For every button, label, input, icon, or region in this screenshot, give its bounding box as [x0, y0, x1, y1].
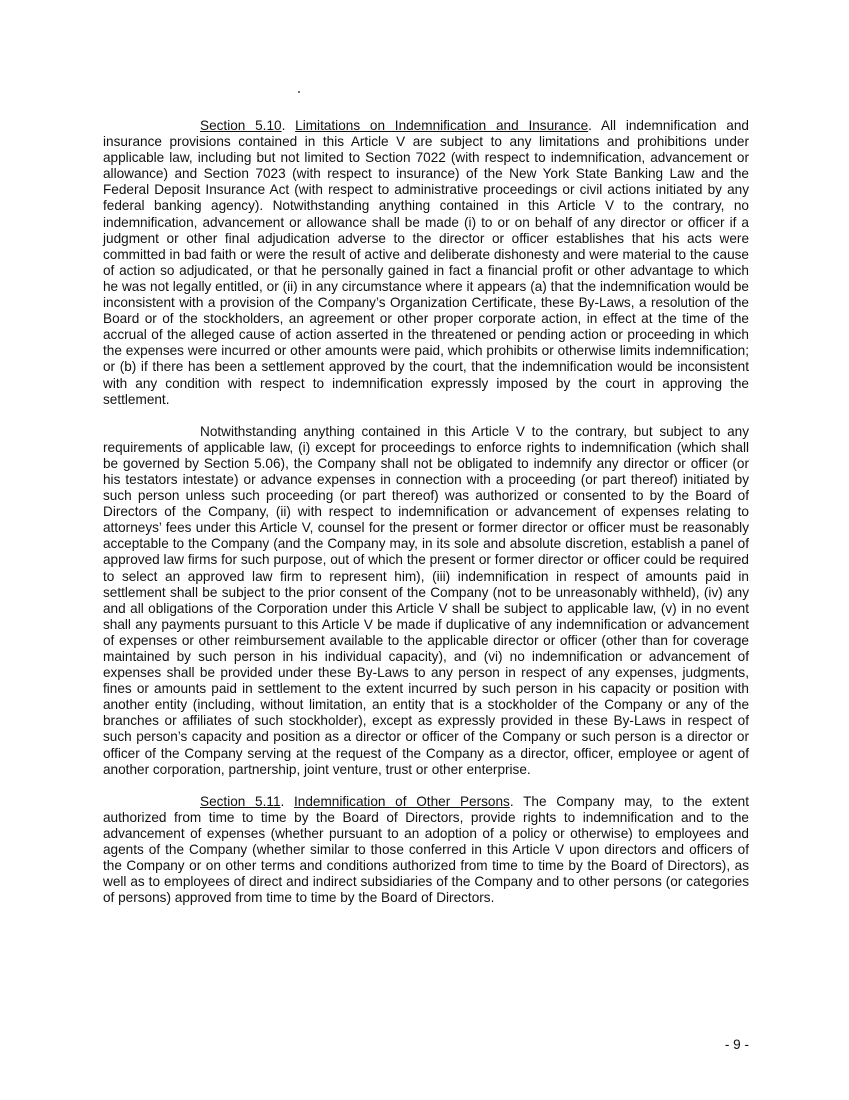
section-5-10-title: Limitations on Indemnification and Insurance: [295, 118, 589, 133]
section-5-10-text: All indemnification and insurance provisions contained in this Article V are subject to any limitations and prohibitions under applicable law, including but not limited to Section 7022 (with respect to indemnification, advancement or allowance) and Section 7023 (with respect to insurance) of the New York State Banking Law and the Federal Deposit Insurance Act (with respect to administrative proceedings or civil actions initiated by any federal banking agency). Notwithstanding anything contained in this Article V to the contrary, no indemnification, advancement or allowance shall be made (i) to or on behalf of any director or officer if a judgment or other final adjudication adverse to the director or officer establishes that his acts were committed in bad faith or were the result of active and deliberate dishonesty and were material to the cause of action so adjudicated, or that he personally gained in fact a financial profit or other advantage to which he was not legally entitled, or (ii) in any circumstance where it appears (a) that the indemnification would be inconsistent with a provision of the Company’s Organization Certificate, these By-Laws, a resolution of the Board or of the stockholders, an agreement or other proper corporate action, in effect at the time of the accrual of the alleged cause of action asserted in the threatened or pending action or proceeding in which the expenses were incurred or other amounts were paid, which prohibits or otherwise limits indemnification; or (b) if there has been a settlement approved by the court, that the indemnification would be inconsistent with any condition with respect to indemnification expressly imposed by the court in approving the settlement.: [103, 118, 749, 407]
section-5-11-paragraph: Section 5.11. Indemnification of Other Persons. The Company may, to the extent authorized from time to time by the Board of Directors, provide rights to indemnification and to the advancement of expenses (whether pursuant to an adoption of a policy or otherwise) to employees and agents of the Company (whether similar to those conferred in this Article V upon directors and officers of the Company or on other terms and conditions authorized from time to time by the Board of Directors), as well as to employees of direct and indirect subsidiaries of the Company and to other persons (or categories of persons) approved from time to time by the Board of Directors.: [103, 793, 749, 906]
notwithstanding-text: Notwithstanding anything contained in this Article V to the contrary, but subject to any requirements of applicable law, (i) except for proceedings to enforce rights to indemnification (which shall be governed by Section 5.06), the Company shall not be obligated to indemnify any director or officer (or his testators intestate) or advance expenses in connection with a proceeding (or part thereof) initiated by such person unless such proceeding (or part thereof) was authorized or consented to by the Board of Directors of the Company, (ii) with respect to indemnification or advancement of expenses relating to attorneys’ fees under this Article V, counsel for the present or former director or officer must be reasonably acceptable to the Company (and the Company may, in its sole and absolute discretion, establish a panel of approved law firms for such purpose, out of which the present or former director or officer could be required to select an approved law firm to represent him), (iii) indemnification in respect of amounts paid in settlement shall be subject to the prior consent of the Company (not to be unreasonably withheld), (iv) any and all obligations of the Corporation under this Article V shall be subject to applicable law, (v) in no event shall any payments pursuant to this Article V be made if duplicative of any indemnification or advancement of expenses or other reimbursement available to the applicable director or officer (other than for coverage maintained by such person in his individual capacity), and (vi) no indemnification or advancement of expenses shall be provided under these By-Laws to any person in respect of any expenses, judgments, fines or amounts paid in settlement to the extent incurred by such person in his capacity or position with another entity (including, without limitation, an entity that is a stockholder of the Company or any of the branches or affiliates of such stockholder), except as expressly provided in these By-Laws in respect of such person’s capacity and position as a director or officer of the Company or such person is a director or officer of the Company serving at the request of the Company as a director, officer, employee or agent of another corporation, partnership, joint venture, trust or other enterprise.: [103, 423, 749, 777]
section-5-11-title: Indemnification of Other Persons: [294, 793, 510, 809]
section-5-10-paragraph: Section 5.10. Limitations on Indemnification and Insurance. All indemnification and insurance provisions contained in this Article V are subject to any limitations and prohibitions under applicable law, including but not limited to Section 7022 (with respect to indemnification, advancement or allowance) and Section 7023 (with respect to insurance) of the New York State Banking Law and the Federal Deposit Insurance Act (with respect to administrative proceedings or civil actions initiated by any federal banking agency). Notwithstanding anything contained in this Article V to the contrary, no indemnification, advancement or allowance shall be made (i) to or on behalf of any director or officer if a judgment or other final adjudication adverse to the director or officer establishes that his acts were committed in bad faith or were the result of active and deliberate dishonesty and were material to the cause of action so adjudicated, or that he personally gained in fact a financial profit or other advantage to which he was not legally entitled, or (ii) in any circumstance where it appears (a) that the indemnification would be inconsistent with a provision of the Company’s Organization Certificate, these By-Laws, a resolution of the Board or of the stockholders, an agreement or other proper corporate action, in effect at the time of the accrual of the alleged cause of action asserted in the threatened or pending action or proceeding in which the expenses were incurred or other amounts were paid, which prohibits or otherwise limits indemnification; or (b) if there has been a settlement approved by the court, that the indemnification would be inconsistent with any condition with respect to indemnification expressly imposed by the court in approving the settlement.: [103, 118, 749, 407]
page-number: - 9 -: [724, 1037, 749, 1052]
notwithstanding-paragraph: [103, 424, 749, 778]
scan-speck: [298, 91, 300, 93]
section-5-11-number: Section 5.11: [200, 793, 281, 809]
section-5-10-number: Section 5.10: [200, 118, 282, 133]
section-5-11-text: The Company may, to the extent authorized from time to time by the Board of Directors, provide rights to indemnification and to the advancement of expenses (whether pursuant to an adoption of a policy or otherwise) to employees and agents of the Company (whether similar to those conferred in this Article V upon directors and officers of the Company or on other terms and conditions authorized from time to time by the Board of Directors), as well as to employees of direct and indirect subsidiaries of the Company and to other persons (or categories of persons) approved from time to time by the Board of Directors.: [103, 793, 749, 906]
document-body: [103, 118, 749, 922]
